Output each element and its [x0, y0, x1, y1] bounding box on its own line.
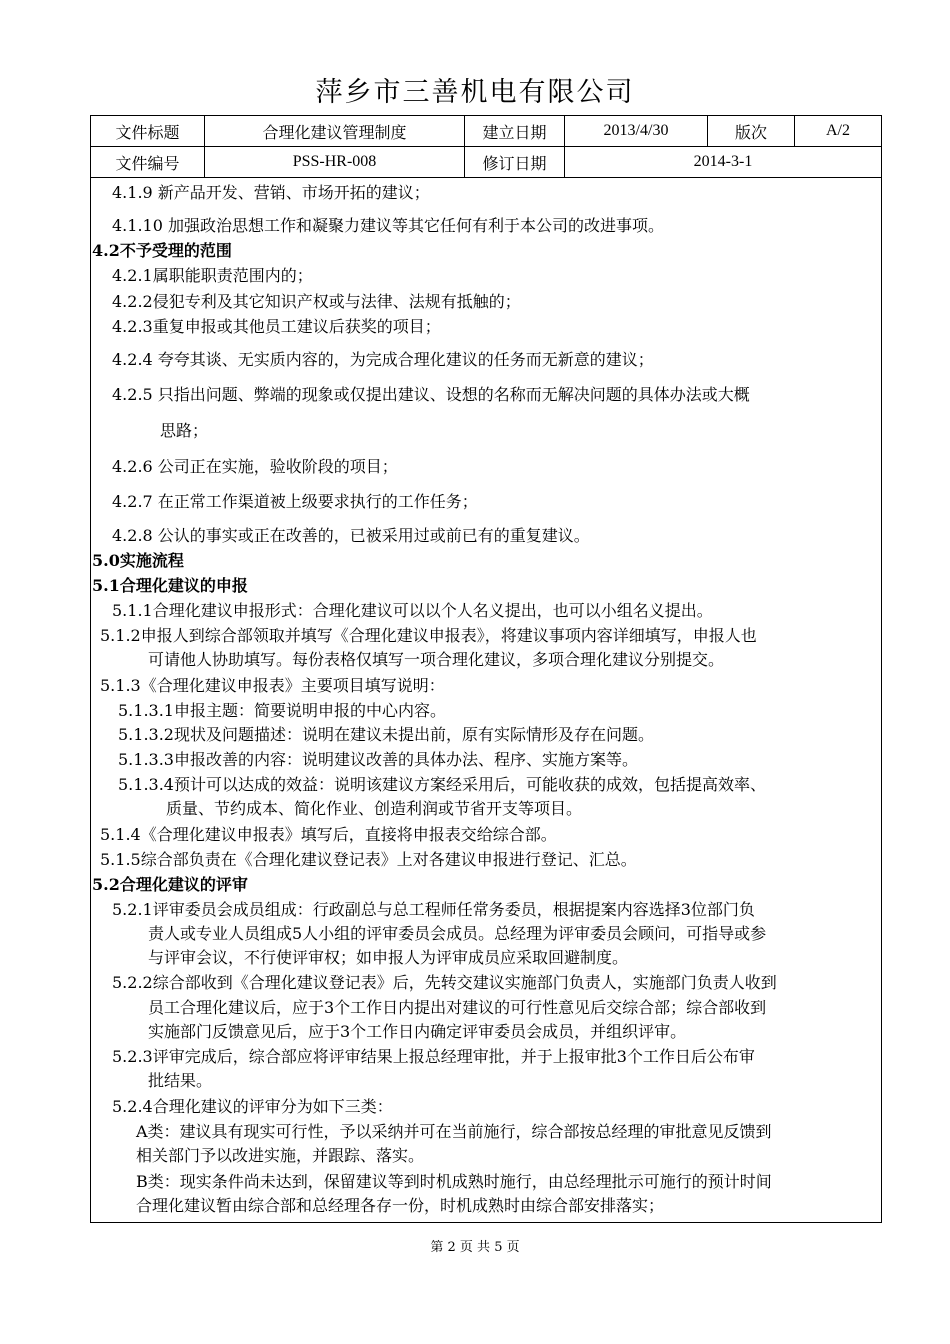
- text-line: 5.1.3.2现状及问题描述：说明在建议未提出前，原有实际情形及存在问题。: [118, 725, 654, 744]
- text-line: 质量、节约成本、简化作业、创造利润或节省开支等项目。: [166, 799, 583, 818]
- text-line: 员工合理化建议后，应于3个工作日内提出对建议的可行性意见后交综合部；综合部收到: [148, 998, 767, 1017]
- section-heading: 5.0实施流程: [92, 551, 184, 570]
- text-line: 4.2.3重复申报或其他员工建议后获奖的项目；: [112, 317, 441, 336]
- revised-date-value: 2014-3-1: [565, 147, 882, 178]
- text-line: 与评审会议，不行使评审权；如申报人为评审成员应采取回避制度。: [148, 948, 629, 967]
- text-line: 合理化建议暂由综合部和总经理各存一份，时机成熟时由综合部安排落实；: [136, 1196, 665, 1215]
- text-line: 5.1.5综合部负责在《合理化建议登记表》上对各建议申报进行登记、汇总。: [100, 850, 637, 869]
- text-line: 5.1.3.3申报改善的内容：说明建议改善的具体办法、程序、实施方案等。: [118, 750, 638, 769]
- text-line: 5.2.4合理化建议的评审分为如下三类：: [112, 1097, 393, 1116]
- section-heading: 5.1合理化建议的申报: [92, 576, 248, 595]
- text-line: 5.2.3评审完成后，综合部应将评审结果上报总经理审批，并于上报审批3个工作日后公布审: [112, 1047, 755, 1066]
- text-line: 思路；: [160, 421, 209, 440]
- text-line: B类：现实条件尚未达到，保留建议等到时机成熟时施行，由总经理批示可施行的预计时间: [136, 1172, 772, 1191]
- text-line: 可请他人协助填写。每份表格仅填写一项合理化建议，多项合理化建议分别提交。: [148, 650, 725, 669]
- text-line: 4.2.8 公认的事实或正在改善的，已被采用过或前已有的重复建议。: [112, 526, 590, 545]
- doc-number-value: PSS-HR-008: [205, 147, 465, 178]
- text-line: A类：建议具有现实可行性，予以采纳并可在当前施行，综合部按总经理的审批意见反馈到: [136, 1122, 772, 1141]
- text-line: 5.2.1评审委员会成员组成：行政副总与总工程师任常务委员，根据提案内容选择3位部门负: [112, 900, 755, 919]
- created-date-value: 2013/4/30: [565, 116, 708, 147]
- text-line: 4.1.10 加强政治思想工作和凝聚力建议等其它任何有利于本公司的改进事项。: [112, 216, 664, 235]
- text-line: 实施部门反馈意见后，应于3个工作日内确定评审委员会成员，并组织评审。: [148, 1022, 687, 1041]
- text-line: 批结果。: [148, 1071, 213, 1090]
- text-line: 4.2.5 只指出问题、弊端的现象或仅提出建议、设想的名称而无解决问题的具体办法或大概: [112, 385, 750, 404]
- page-number: 第 2 页 共 5 页: [430, 1240, 520, 1255]
- text-line: 4.1.9 新产品开发、营销、市场开拓的建议；: [112, 183, 430, 202]
- text-line: 4.2.7 在正常工作渠道被上级要求执行的工作任务；: [112, 492, 478, 511]
- title-value: 合理化建议管理制度: [205, 116, 465, 147]
- text-line: 5.1.2申报人到综合部领取并填写《合理化建议申报表》，将建议事项内容详细填写，申报人也: [100, 626, 757, 645]
- text-line: 相关部门予以改进实施，并跟踪、落实。: [136, 1146, 425, 1165]
- company-name: 萍乡市三善机电有限公司: [315, 77, 635, 108]
- text-line: 4.2.2侵犯专利及其它知识产权或与法律、法规有抵触的；: [112, 292, 521, 311]
- section-heading: 5.2合理化建议的评审: [92, 875, 248, 894]
- text-line: 4.2.4 夸夸其谈、无实质内容的，为完成合理化建议的任务而无新意的建议；: [112, 350, 654, 369]
- text-line: 5.1.3《合理化建议申报表》主要项目填写说明：: [100, 676, 445, 695]
- revised-date-label: 修订日期: [465, 147, 565, 178]
- text-line: 5.1.4《合理化建议申报表》填写后，直接将申报表交给综合部。: [100, 825, 557, 844]
- text-line: 4.2.1属职能职责范围内的；: [112, 266, 313, 285]
- text-line: 5.1.1合理化建议申报形式：合理化建议可以以个人名义提出，也可以小组名义提出。: [112, 601, 713, 620]
- doc-number-label: 文件编号: [91, 147, 205, 178]
- text-line: 责人或专业人员组成5人小组的评审委员会成员。总经理为评审委员会顾问，可指导或参: [148, 924, 767, 943]
- text-line: 5.2.2综合部收到《合理化建议登记表》后，先转交建议实施部门负责人，实施部门负责人收到: [112, 973, 777, 992]
- text-line: 5.1.3.4预计可以达成的效益：说明该建议方案经采用后，可能收获的成效，包括提高效率、: [118, 775, 766, 794]
- section-heading: 4.2不予受理的范围: [92, 241, 232, 260]
- created-date-label: 建立日期: [465, 116, 565, 147]
- text-line: 4.2.6 公司正在实施，验收阶段的项目；: [112, 457, 398, 476]
- title-label: 文件标题: [91, 116, 205, 147]
- document-header-table: [90, 115, 882, 178]
- text-line: 5.1.3.1申报主题：简要说明申报的中心内容。: [118, 701, 446, 720]
- version-value: A/2: [795, 116, 882, 147]
- version-label: 版次: [708, 116, 795, 147]
